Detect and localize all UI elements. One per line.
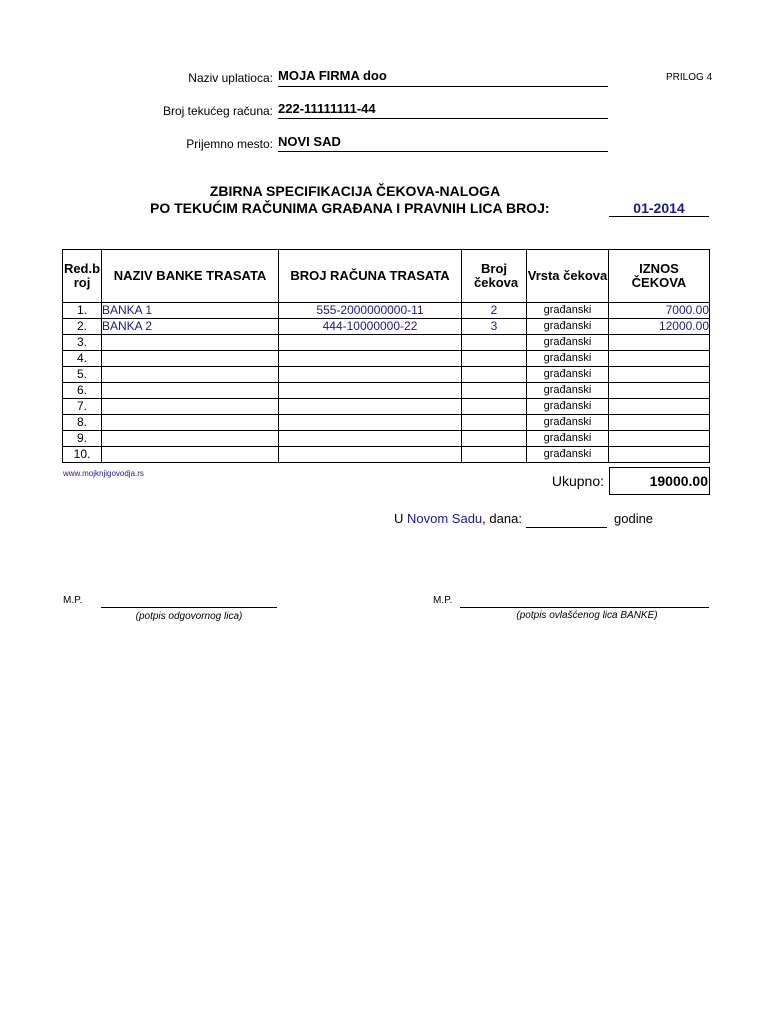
attachment-label: PRILOG 4 [666,72,713,83]
stamp-left: M.P. [63,595,83,606]
website-link[interactable]: www.mojknjigovodja.rs [63,469,144,478]
place-prefix: U [394,511,404,526]
doc-title-line2: PO TEKUĆIM RAČUNIMA GRAĐANA I PRAVNIH LICA BROJ: [150,200,550,216]
place-name: Novom Sadu [407,511,483,526]
bank-name-cell[interactable] [102,367,279,383]
row-number: 8. [63,415,102,431]
signature-caption-right: (potpis ovlašćenog lica BANKE) [516,610,658,621]
count-cell[interactable]: 2 [462,303,527,319]
total-label: Ukupno: [551,473,604,489]
row-number: 4. [63,351,102,367]
col-header-bank: NAZIV BANKE TRASATA [102,250,279,303]
table-row [63,351,710,367]
amount-cell[interactable] [609,447,710,463]
account-cell[interactable] [279,415,462,431]
col-header-count: Broj čekova [462,250,527,303]
count-cell[interactable] [462,351,527,367]
count-cell[interactable]: 3 [462,319,527,335]
table-header-row [63,250,710,303]
place-field[interactable]: NOVI SAD [278,134,608,152]
amount-cell[interactable] [609,335,710,351]
date-label: , dana: [482,511,522,526]
account-cell[interactable] [279,383,462,399]
type-cell[interactable]: građanski [527,447,609,463]
account-cell[interactable]: 444-10000000-22 [279,319,462,335]
row-number: 10. [63,447,102,463]
table-row [63,415,710,431]
bank-name-cell[interactable] [102,383,279,399]
bank-name-cell[interactable] [102,399,279,415]
count-cell[interactable] [462,431,527,447]
col-header-account: BROJ RAČUNA TRASATA [279,250,462,303]
table-row [63,399,710,415]
col-header-amount: IZNOS ČEKOVA [609,250,710,303]
account-cell[interactable] [279,351,462,367]
amount-cell[interactable] [609,383,710,399]
bank-name-cell[interactable] [102,351,279,367]
bank-name-cell[interactable]: BANKA 2 [102,319,279,335]
account-cell[interactable]: 555-2000000000-11 [279,303,462,319]
checks-table [62,249,710,463]
type-cell[interactable]: građanski [527,415,609,431]
col-header-type: Vrsta čekova [527,250,609,303]
count-cell[interactable] [462,415,527,431]
table-row [63,383,710,399]
bank-name-cell[interactable] [102,431,279,447]
amount-cell[interactable] [609,351,710,367]
year-word: godine [614,511,654,526]
row-number: 6. [63,383,102,399]
doc-number-field[interactable]: 01-2014 [609,200,709,217]
amount-cell[interactable] [609,431,710,447]
date-field[interactable] [526,511,607,528]
payer-label: Naziv uplatioca: [188,71,273,85]
row-number: 1. [63,303,102,319]
account-cell[interactable] [279,431,462,447]
row-number: 5. [63,367,102,383]
count-cell[interactable] [462,383,527,399]
type-cell[interactable]: građanski [527,383,609,399]
col-header-no: Red.broj [63,250,102,303]
row-number: 3. [63,335,102,351]
account-cell[interactable] [279,367,462,383]
row-number: 7. [63,399,102,415]
type-cell[interactable]: građanski [527,335,609,351]
bank-name-cell[interactable] [102,447,279,463]
table-row [63,431,710,447]
stamp-right: M.P. [433,595,453,606]
count-cell[interactable] [462,399,527,415]
account-cell[interactable] [279,447,462,463]
payer-field[interactable]: MOJA FIRMA doo [278,68,608,87]
bank-name-cell[interactable] [102,335,279,351]
count-cell[interactable] [462,367,527,383]
table-row [63,319,710,335]
type-cell[interactable]: građanski [527,319,609,335]
signature-line-right[interactable] [460,592,709,608]
account-field[interactable]: 222-11111111-44 [278,101,608,119]
type-cell[interactable]: građanski [527,351,609,367]
type-cell[interactable]: građanski [527,399,609,415]
amount-cell[interactable]: 7000.00 [609,303,710,319]
type-cell[interactable]: građanski [527,367,609,383]
bank-name-cell[interactable] [102,415,279,431]
amount-cell[interactable] [609,367,710,383]
place-label: Prijemno mesto: [186,137,273,151]
count-cell[interactable] [462,447,527,463]
type-cell[interactable]: građanski [527,431,609,447]
table-row [63,367,710,383]
signature-line-left[interactable] [101,592,277,608]
count-cell[interactable] [462,335,527,351]
amount-cell[interactable] [609,415,710,431]
amount-cell[interactable]: 12000.00 [609,319,710,335]
signature-caption-left: (potpis odgovornog lica) [135,611,243,622]
account-cell[interactable] [279,335,462,351]
total-value: 19000.00 [609,467,710,495]
row-number: 9. [63,431,102,447]
bank-name-cell[interactable]: BANKA 1 [102,303,279,319]
table-row [63,447,710,463]
account-cell[interactable] [279,399,462,415]
amount-cell[interactable] [609,399,710,415]
type-cell[interactable]: građanski [527,303,609,319]
doc-title-line1: ZBIRNA SPECIFIKACIJA ČEKOVA-NALOGA [209,183,501,199]
place-date-line [394,511,522,526]
account-label: Broj tekućeg računa: [162,104,273,118]
table-row [63,303,710,319]
row-number: 2. [63,319,102,335]
table-row [63,335,710,351]
